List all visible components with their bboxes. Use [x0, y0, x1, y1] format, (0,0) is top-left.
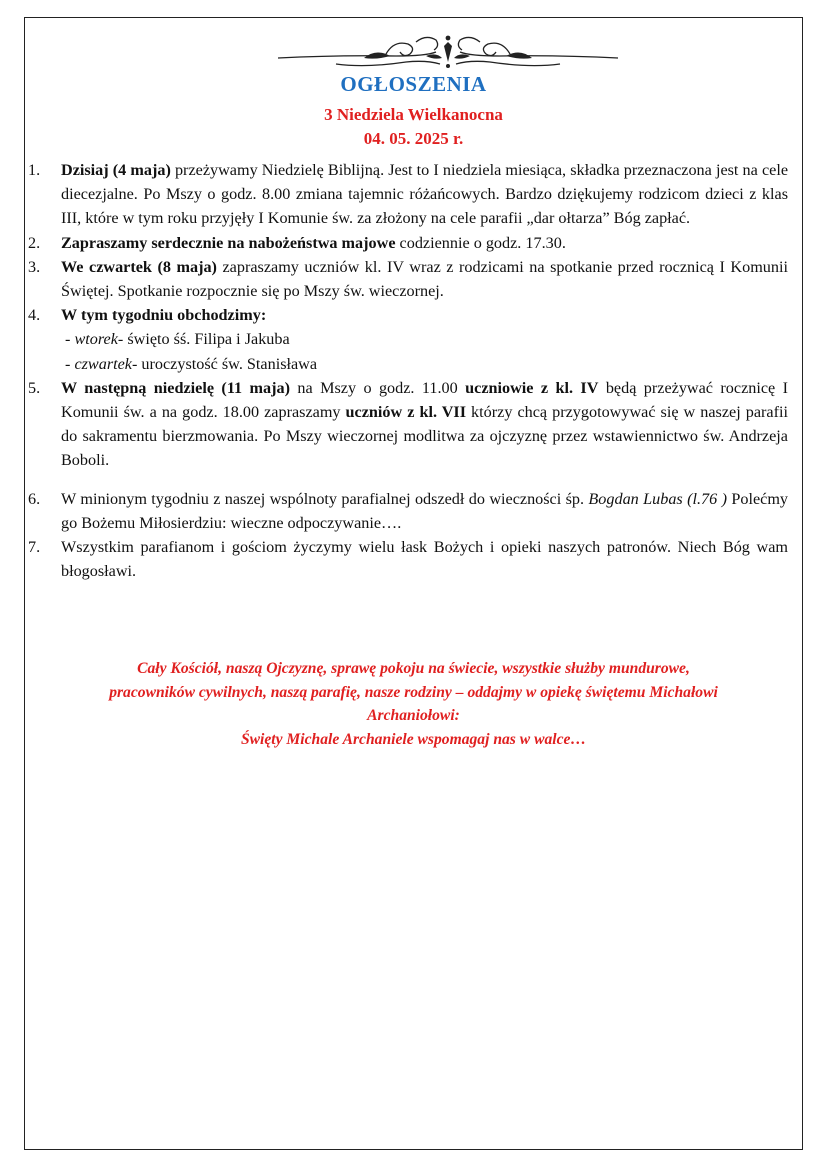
item-text: Wszystkim parafianom i gościom życzymy wielu łask Bożych i opieki naszych patronów. Niech Bóg wam błogosławi.: [61, 538, 788, 581]
page-title: OGŁOSZENIA: [340, 72, 487, 96]
spacer: [28, 473, 788, 487]
item-number: 5.: [28, 378, 41, 397]
item-number: 2.: [28, 233, 41, 252]
item-number: 6.: [28, 489, 41, 508]
item-text: którzy chcą przygotowywać się w naszej parafii do sakramentu bierzmowania. Po Mszy wieczornej modlitwa za ojczyznę przez wstawiennictwo św. Andrzeja Boboli.: [61, 403, 788, 470]
list-item: [28, 487, 788, 535]
sub-item-day: czwartek: [74, 354, 132, 373]
sub-item-dash: -: [65, 354, 75, 373]
closing-line: Cały Kościół, naszą Ojczyznę, sprawę pokoju na świecie, wszystkie służby mundurowe,: [137, 660, 690, 677]
item-lead: Dzisiaj (4 maja): [61, 161, 171, 179]
item-lead: W następną niedzielę (11 maja): [61, 378, 290, 397]
item-lead: W tym tygodniu obchodzimy:: [61, 306, 267, 325]
page-date: 04. 05. 2025 r.: [363, 129, 464, 148]
list-item: [28, 158, 788, 231]
item-text: codziennie o godz. 17.30.: [395, 233, 566, 252]
item-number: 4.: [28, 306, 41, 325]
page-subtitle: 3 Niedziela Wielkanocna: [324, 105, 503, 124]
closing-line: Archaniołowi:: [367, 707, 460, 724]
item-number: 1.: [28, 161, 41, 179]
item-text: na Mszy o godz. 11.00: [289, 378, 466, 397]
item-text: W minionym tygodniu z naszej wspólnoty parafialnej odszedł do wieczności śp.: [61, 489, 589, 508]
list-item: [28, 535, 788, 583]
sub-item-text: - święto śś. Filipa i Jakuba: [117, 330, 290, 349]
announcement-list: [28, 158, 788, 583]
item-text: zapraszamy uczniów kl. IV wraz z rodzicami na spotkanie przed rocznicą I Komunii Świętej. Spotkanie rozpocznie się po Mszy św. wieczornej.: [61, 257, 788, 301]
closing-line: Święty Michale Archaniele wspomagaj nas w walce…: [240, 730, 587, 748]
list-item: [28, 255, 788, 303]
sub-item-text: - uroczystość św. Stanisława: [131, 354, 318, 373]
item-text: będą przeżywać rocznicę I Komunii św. a na godz. 18.00 zapraszamy: [61, 378, 789, 422]
item-deceased-name: Bogdan Lubas (l.76 ): [588, 489, 727, 508]
item-number: 3.: [28, 257, 41, 276]
sub-item-day: wtorek: [74, 330, 118, 349]
list-item: [28, 376, 788, 473]
list-item: [28, 231, 788, 255]
list-item: [28, 303, 788, 376]
item-number: 7.: [28, 538, 41, 557]
sub-item-dash: -: [65, 330, 75, 349]
item-emphasis: uczniów z kl. VII: [345, 403, 467, 422]
sub-item: [61, 327, 788, 351]
item-text: Polećmy go Bożemu Miłosierdziu: wieczne odpoczywanie….: [61, 489, 789, 532]
item-lead: Zapraszamy serdecznie na nabożeństwa majowe: [61, 233, 396, 252]
closing-prayer: [40, 657, 787, 751]
closing-line: pracowników cywilnych, naszą parafię, nasze rodziny – oddajmy w opiekę świętemu Michałowi: [109, 683, 718, 701]
sub-item: [61, 352, 788, 376]
item-emphasis: uczniowie z kl. IV: [465, 378, 599, 397]
item-text: przeżywamy Niedzielę Biblijną. Jest to I niedziela miesiąca, składka przeznaczona jest na cele diecezjalne. Po Mszy o godz. 8.00 zmiana tajemnic różańcowych. Bardzo dziękujemy rodzicom dzieci z klas III, które w tym roku przyjęły I Komunie św. za złożony na cele parafii „dar ołtarza” Bóg zapłać.: [61, 161, 788, 228]
item-lead: We czwartek (8 maja): [61, 257, 217, 276]
scroll-flourish-icon: [276, 28, 620, 72]
